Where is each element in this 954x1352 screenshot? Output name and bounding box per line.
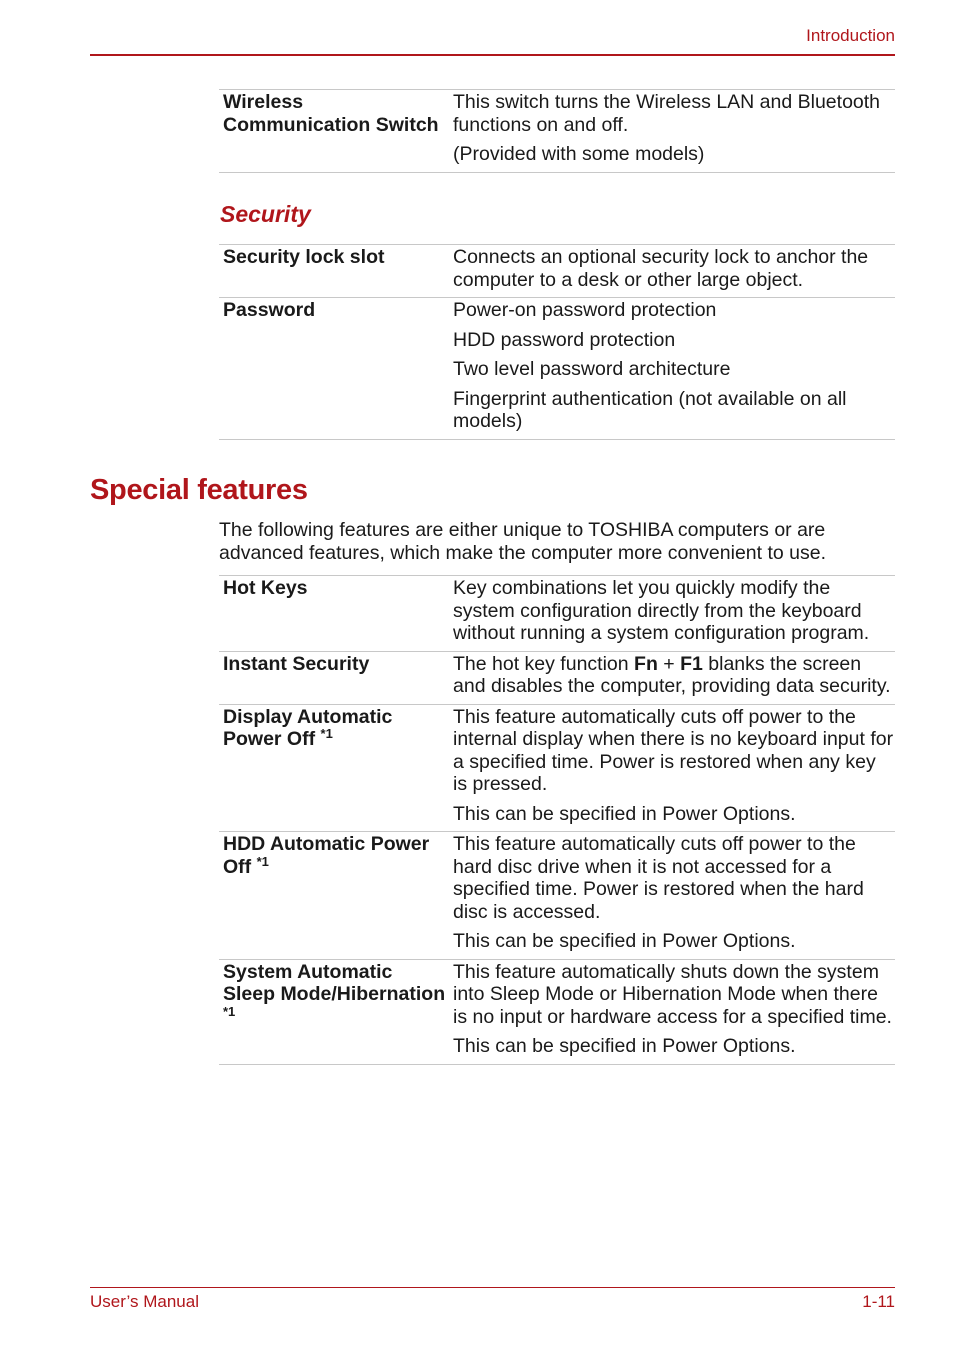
feature-description: Fingerprint authentication (not available on all models) <box>453 387 847 432</box>
table-row <box>219 651 895 704</box>
feature-description: Power-on password protection <box>453 299 717 321</box>
feature-description: Connects an optional security lock to anchor the computer to a desk or other large object. <box>453 246 869 291</box>
wireless-table <box>219 89 895 173</box>
feature-description: This can be specified in Power Options. <box>453 802 796 825</box>
footnote-marker: *1 <box>320 726 333 741</box>
feature-description: This can be specified in Power Options. <box>453 930 796 952</box>
feature-term: Wireless Communication Switch <box>223 91 439 136</box>
footer-page-number: 1-11 <box>862 1292 895 1311</box>
feature-description: Key combinations let you quickly modify the system configuration directly from the keyboard without running a system configuration program. <box>453 577 870 644</box>
feature-term: Display Automatic Power Off <box>223 705 393 750</box>
special-features-intro: The following features are either unique to TOSHIBA computers or are advanced features, which make the computer more convenient to use. <box>219 519 827 564</box>
feature-description-cell <box>449 651 895 704</box>
feature-description <box>453 653 895 698</box>
feature-description: (Provided with some models) <box>453 143 705 165</box>
feature-description-cell <box>449 576 895 652</box>
footnote-marker: *1 <box>223 1003 236 1019</box>
table-row <box>219 90 895 173</box>
feature-term-cell <box>219 959 449 1064</box>
table-row <box>219 576 895 652</box>
special-features-table <box>219 575 895 1065</box>
security-table <box>219 244 895 440</box>
footnote-marker: *1 <box>256 853 269 869</box>
feature-description-cell <box>449 959 895 1064</box>
feature-description-cell <box>449 90 895 173</box>
feature-description: HDD password protection <box>453 328 676 351</box>
feature-term-cell <box>219 576 449 652</box>
header-rule <box>90 54 895 56</box>
feature-term-cell <box>219 651 449 704</box>
table-row <box>219 704 895 832</box>
feature-term-cell <box>219 298 449 440</box>
table-row <box>219 298 895 440</box>
security-heading: Security <box>220 201 311 227</box>
key-plus: + <box>657 652 681 675</box>
feature-description-cell <box>449 832 895 960</box>
table-row <box>219 245 895 298</box>
feature-description: This feature automatically cuts off power to the hard disc drive when it is not accessed for a specified time. Power is restored when the hard disc is accessed. <box>453 833 864 923</box>
key-name-f1: F1 <box>680 652 703 675</box>
feature-term: Security lock slot <box>223 246 385 268</box>
feature-description-cell <box>449 298 895 440</box>
feature-term: HDD Automatic Power Off <box>223 833 430 878</box>
footer-rule <box>90 1287 895 1288</box>
feature-description: This switch turns the Wireless LAN and Bluetooth functions on and off. <box>453 91 881 136</box>
special-features-heading: Special features <box>90 474 308 506</box>
feature-term-cell <box>219 90 449 173</box>
feature-description: This can be specified in Power Options. <box>453 1035 796 1057</box>
feature-description: Two level password architecture <box>453 358 731 380</box>
description-text: blanks the screen and disables the computer, providing data security. <box>453 652 891 697</box>
feature-term-cell <box>219 245 449 298</box>
feature-description-cell <box>449 245 895 298</box>
feature-term: Hot Keys <box>223 577 308 599</box>
feature-description-cell <box>449 704 895 832</box>
feature-term: System Automatic Sleep Mode/Hibernation <box>223 960 446 1005</box>
description-text: The hot key function <box>453 652 635 675</box>
feature-term: Instant Security <box>223 652 370 675</box>
feature-term-cell <box>219 704 449 832</box>
feature-term-cell <box>219 832 449 960</box>
running-header: Introduction <box>806 26 895 45</box>
feature-description: This feature automatically shuts down the system into Sleep Mode or Hibernation Mode when there is no input or hardware access for a specified time. <box>453 960 892 1028</box>
key-name-fn: Fn <box>634 652 658 675</box>
feature-term: Password <box>223 299 316 321</box>
feature-description: This feature automatically cuts off power to the internal display when there is no keyboard input for a specified time. Power is restored when any key is pressed. <box>453 705 894 795</box>
table-row <box>219 959 895 1064</box>
table-row <box>219 832 895 960</box>
footer-manual-title: User’s Manual <box>90 1292 199 1311</box>
